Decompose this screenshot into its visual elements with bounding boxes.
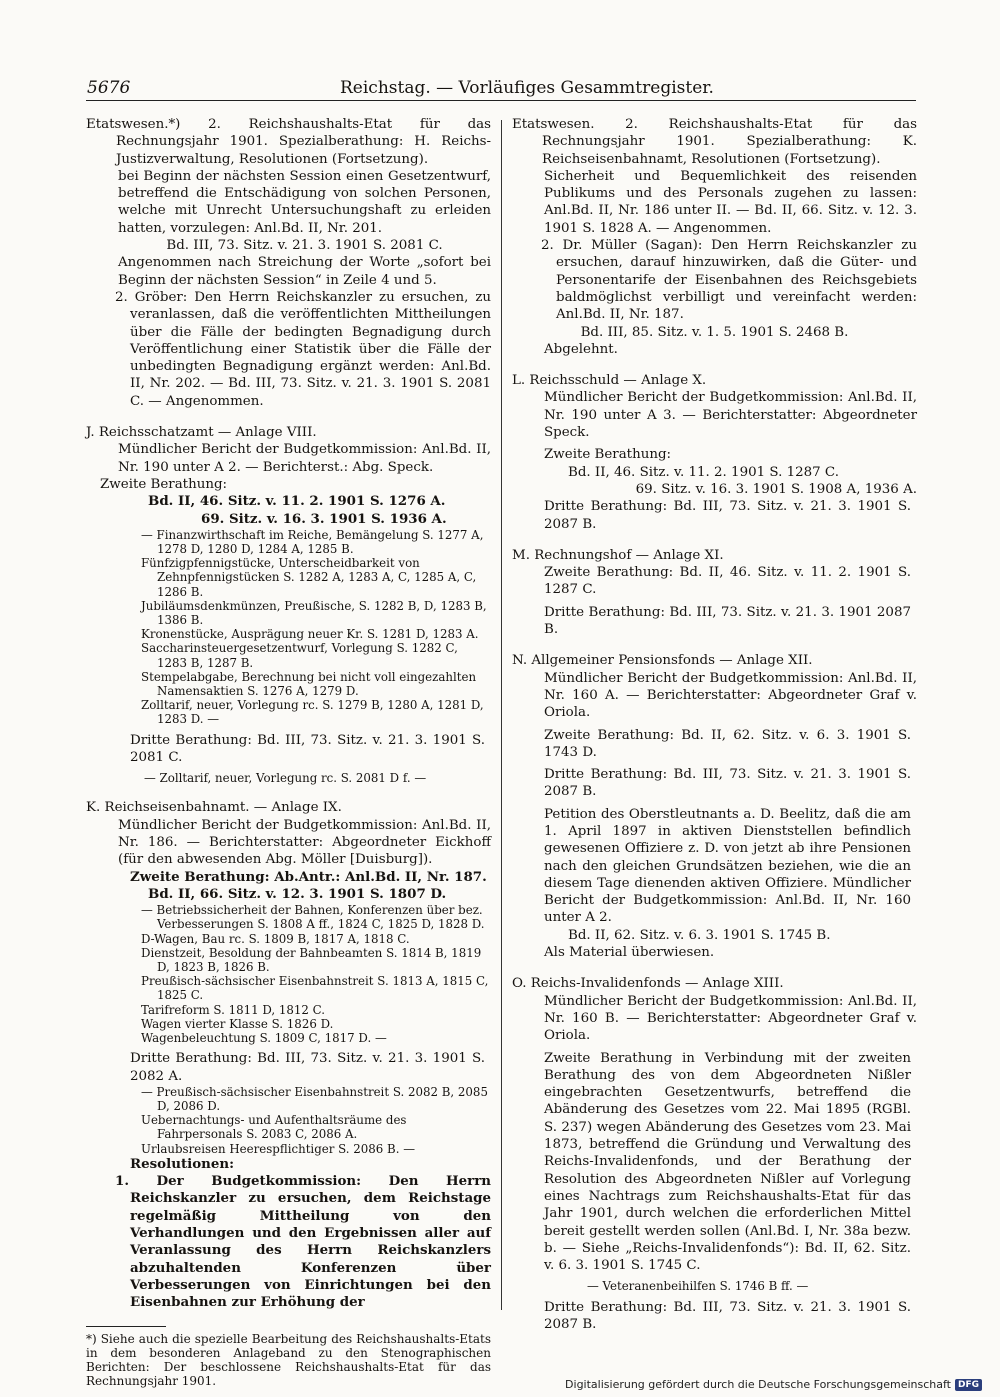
subheading: Resolutionen: [130,1155,235,1172]
paragraph: Zweite Berathung: Bd. II, 62. Sitz. v. 6. 3. 1901 S. 1743 D. [544,727,911,760]
subheading: Zweite Berathung: Ab.Antr.: Anl.Bd. II, Nr. 187. [130,868,487,885]
list-item: Dienstzeit, Besoldung der Bahnbeamten S. 1814 B, 1819 D, 1823 B, 1826 B. [141,945,482,975]
list-item: — Veteranenbeihilfen S. 1746 B ff. — [587,1279,809,1294]
paragraph: Mündlicher Bericht der Budgetkommission: Anl.Bd. II, Nr. 160 A. — Berichterstatter: Abgeordneter Graf v. Oriola. [544,670,917,721]
reference: Bd. II, 66. Sitz. v. 12. 3. 1901 S. 1807 D. [148,885,447,902]
list-item: Jubiläumsdenkmünzen, Preußische, S. 1282 B, D, 1283 B, 1386 B. [141,598,487,628]
paragraph: Dritte Berathung: Bd. III, 73. Sitz. v. 21. 3. 1901 S. 2087 B. [544,767,911,800]
list-item: 1. Der Budgetkommission: Den Herrn Reichskanzler zu ersuchen, dem Reichstage regelmäßig Mittheilung von den Verhandlungen und den Ergebnissen aller auf Veranlassung des Herrn Reichskanzlers abzuhaltenden Konferenzen über Verbesserungen von Einrichtungen bei den Eisenbahnen zur Erhöhung der [115,1173,491,1311]
reference: Bd. II, 46. Sitz. v. 11. 2. 1901 S. 1287 C. [568,464,839,480]
reference: 69. Sitz. v. 16. 3. 1901 S. 1908 A, 1936 A. [635,481,917,497]
paragraph: Mündlicher Bericht der Budgetkommission: Anl.Bd. II, Nr. 190 unter A 3. — Berichterstatter: Abgeordneter Speck. [544,390,917,441]
list-item: — Finanzwirthschaft im Reiche, Bemängelung S. 1277 A, 1278 D, 1280 D, 1284 A, 1285 B. [141,527,484,557]
list-item: Fünfzigpfennigstücke, Unterscheidbarkeit von Zehnpfennigstücken S. 1282 A, 1283 A, C, 1285 A, C, 1286 B. [141,556,477,599]
reference: Bd. III, 85. Sitz. v. 1. 5. 1901 S. 2468 B. [580,324,849,340]
running-head: Reichstag. — Vorläufiges Gesammtregister. [340,78,714,98]
subheading: Zweite Berathung: [100,476,228,492]
paragraph: Zweite Berathung: Bd. II, 46. Sitz. v. 11. 2. 1901 S. 1287 C. [544,565,911,598]
section-heading: Etatswesen. 2. Reichshaushalts-Etat für das Rechnungsjahr 1901. Spezialberathung: K. Reichseisenbahnamt, Resolutionen (Fortsetzung). [512,117,917,167]
reference: Bd. II, 62. Sitz. v. 6. 3. 1901 S. 1745 B. [568,927,831,943]
right-column [512,116,917,1333]
list-item: Urlaubsreisen Heerespflichtiger S. 2086 B. — [141,1141,416,1156]
list-item: Saccharinsteuergesetzentwurf, Vorlegung S. 1282 C, 1283 B, 1287 B. [141,641,458,670]
footnote-rule [86,1326,166,1327]
reference: 69. Sitz. v. 16. 3. 1901 S. 1936 A. [201,510,447,527]
paragraph: Dritte Berathung: Bd. III, 73. Sitz. v. 21. 3. 1901 2087 B. [544,604,911,638]
list-item: Uebernachtungs- und Aufenthaltsräume des Fahrpersonals S. 2083 C, 2086 A. [141,1113,407,1142]
list-item: — Preußisch-sächsischer Eisenbahnstreit S. 2082 B, 2085 D, 2086 D. [141,1084,488,1114]
section-heading-M: M. Rechnungshof — Anlage XI. [512,547,724,563]
paragraph: Angenommen nach Streichung der Worte „sofort bei Beginn der nächsten Session“ in Zeile 4 und 5. [118,255,491,288]
paragraph: Dritte Berathung: Bd. III, 73. Sitz. v. 21. 3. 1901 S. 2087 B. [544,499,911,532]
list-item: Stempelabgabe, Berechnung bei nicht voll eingezahlten Namensaktien S. 1276 A, 1279 D. [141,669,477,699]
paragraph: Mündlicher Bericht der Budgetkommission: Anl.Bd. II, Nr. 190 unter A 2. — Berichterst.: Abg. Speck. [118,442,491,475]
list-item: — Betriebssicherheit der Bahnen, Konferenzen über bez. Verbesserungen S. 1808 A ff., 1824 C, 1825 D, 1828 D. [141,903,485,932]
result: Als Material überwiesen. [544,945,715,961]
section-heading-L: L. Reichsschuld — Anlage X. [512,373,707,389]
paragraph: Dritte Berathung: Bd. III, 73. Sitz. v. 21. 3. 1901 S. 2081 C. [130,732,485,765]
subject-list [86,903,491,1045]
reference: Bd. III, 73. Sitz. v. 21. 3. 1901 S. 2081 C. [166,238,443,254]
left-column [86,116,491,1388]
paragraph: Dritte Berathung: Bd. III, 73. Sitz. v. 21. 3. 1901 S. 2082 A. [130,1051,485,1084]
section-heading: Etatswesen.*) 2. Reichshaushalts-Etat für das Rechnungsjahr 1901. Spezialberathung: H. Reichs-Justizverwaltung, Resolutionen (Fortsetzung). [86,117,491,167]
paragraph: Sicherheit und Bequemlichkeit des reisenden Publikums und des Personals zugehen zu lassen: Anl.Bd. II, Nr. 186 unter II. — Bd. II, 66. Sitz. v. 12. 3. 1901 S. 1828 A. — Angenommen. [544,168,917,236]
list-item: Wagenbeleuchtung S. 1809 C, 1817 D. — [141,1031,387,1046]
digitization-credit [565,1378,982,1391]
list-item: Tarifreform S. 1811 D, 1812 C. [141,1002,326,1017]
section-heading-O: O. Reichs-Invalidenfonds — Anlage XIII. [512,976,784,992]
list-item: 2. Dr. Müller (Sagan): Den Herrn Reichskanzler zu ersuchen, darauf hinzuwirken, daß die Güter- und Personentarife der Eisenbahnen des Reichsgebiets baldmöglichst verbilligt und vereinfacht werden: Anl.Bd. II, Nr. 187. [541,238,917,323]
section-heading-K: K. Reichseisenbahnamt. — Anlage IX. [86,800,342,816]
list-item: D-Wagen, Bau rc. S. 1809 B, 1817 A, 1818 C. [141,931,410,946]
list-item: Zolltarif, neuer, Vorlegung rc. S. 1279 B, 1280 A, 1281 D, 1283 D. — [141,698,484,727]
subject-list [86,528,491,727]
page-number: 5676 [87,78,131,98]
list-item: Preußisch-sächsischer Eisenbahnstreit S. 1813 A, 1815 C, 1825 C. [141,974,489,1003]
paragraph: Zweite Berathung in Verbindung mit der zweiten Berathung des von dem Abgeordneten Nißler eingebrachten Gesetzentwurfs, betreffend die Abänderung des Gesetzes vom 22. Mai 1895 (RGBl. S. 237) wegen Abänderung des Gesetzes vom 23. Mai 1873, betreffend die Gründung und Verwaltung des Reichs-Invalidenfonds, und der Berathung der Resolution des Abgeordneten Nißler auf Vorlegung eines Nachtrags zum Reichshaushalts-Etat für das Jahr 1901, durch welchen die erforderlichen Mittel bereit gestellt werden sollen (Anl.Bd. I, Nr. 38a bezw. b. — Siehe „Reichs-Invalidenfonds“): Bd. II, 62. Sitz. v. 6. 3. 1901 S. 1745 C. [544,1050,911,1274]
paragraph: Mündlicher Bericht der Budgetkommission: Anl.Bd. II, Nr. 186. — Berichterstatter: Abgeordneter Eickhoff (für den abwesenden Abg. Möller [Duisburg]). [118,817,491,868]
list-item: — Zolltarif, neuer, Vorlegung rc. S. 2081 D f. — [144,771,427,786]
list-item: 2. Gröber: Den Herrn Reichskanzler zu ersuchen, zu veranlassen, daß die veröffentlichten Mittheilungen über die Fälle der bedingten Begnadigung durch Veröffentlichung einer Statistik über die Fälle der unbedingten Begnadigung ergänzt werden: Anl.Bd. II, Nr. 202. — Bd. III, 73. Sitz. v. 21. 3. 1901 S. 2081 C. — Angenommen. [115,289,491,409]
paragraph: Mündlicher Bericht der Budgetkommission: Anl.Bd. II, Nr. 160 B. — Berichterstatter: Abgeordneter Graf v. Oriola. [544,993,917,1044]
footnote: *) Siehe auch die spezielle Bearbeitung des Reichshaushalts-Etats in dem besonderen Anlageband zu den Stenographischen Berichten: Der beschlossene Reichshaushalts-Etat für das Rechnungsjahr 1901. [86,1331,491,1389]
subheading: Zweite Berathung: [544,447,672,463]
dfg-logo: DFG [955,1379,982,1391]
reference: Bd. II, 46. Sitz. v. 11. 2. 1901 S. 1276 A. [148,493,446,510]
paragraph: bei Beginn der nächsten Session einen Gesetzentwurf, betreffend die Entschädigung von solchen Personen, welche mit Unrecht Untersuchungshaft zu erleiden hatten, vorzulegen: Anl.Bd. II, Nr. 201. [118,168,491,236]
credit-text: Digitalisierung gefördert durch die Deutsche Forschungsgemeinschaft [565,1378,951,1391]
petition: Petition des Oberstleutnants a. D. Beelitz, daß die am 1. April 1897 in aktiven Dienststellen befindlich gewesenen Offiziere z. D. von jetzt ab ihre Pensionen nach den gleichen Grundsätzen beziehen, wie die an diesem Tage dienenden aktiven Offiziere. Mündlicher Bericht der Budgetkommission: Anl.Bd. II, Nr. 160 unter A 2. [544,806,911,926]
result: Abgelehnt. [544,341,618,357]
header-rule [86,100,916,101]
list-item: Wagen vierter Klasse S. 1826 D. [141,1016,334,1031]
section-heading-N: N. Allgemeiner Pensionsfonds — Anlage XII. [512,653,813,669]
subject-list [86,1085,491,1156]
list-item: Kronenstücke, Ausprägung neuer Kr. S. 1281 D, 1283 A. [141,627,479,642]
column-divider [501,120,502,1310]
paragraph: Dritte Berathung: Bd. III, 73. Sitz. v. 21. 3. 1901 S. 2087 B. [544,1299,911,1332]
section-heading-J: J. Reichsschatzamt — Anlage VIII. [86,425,317,441]
